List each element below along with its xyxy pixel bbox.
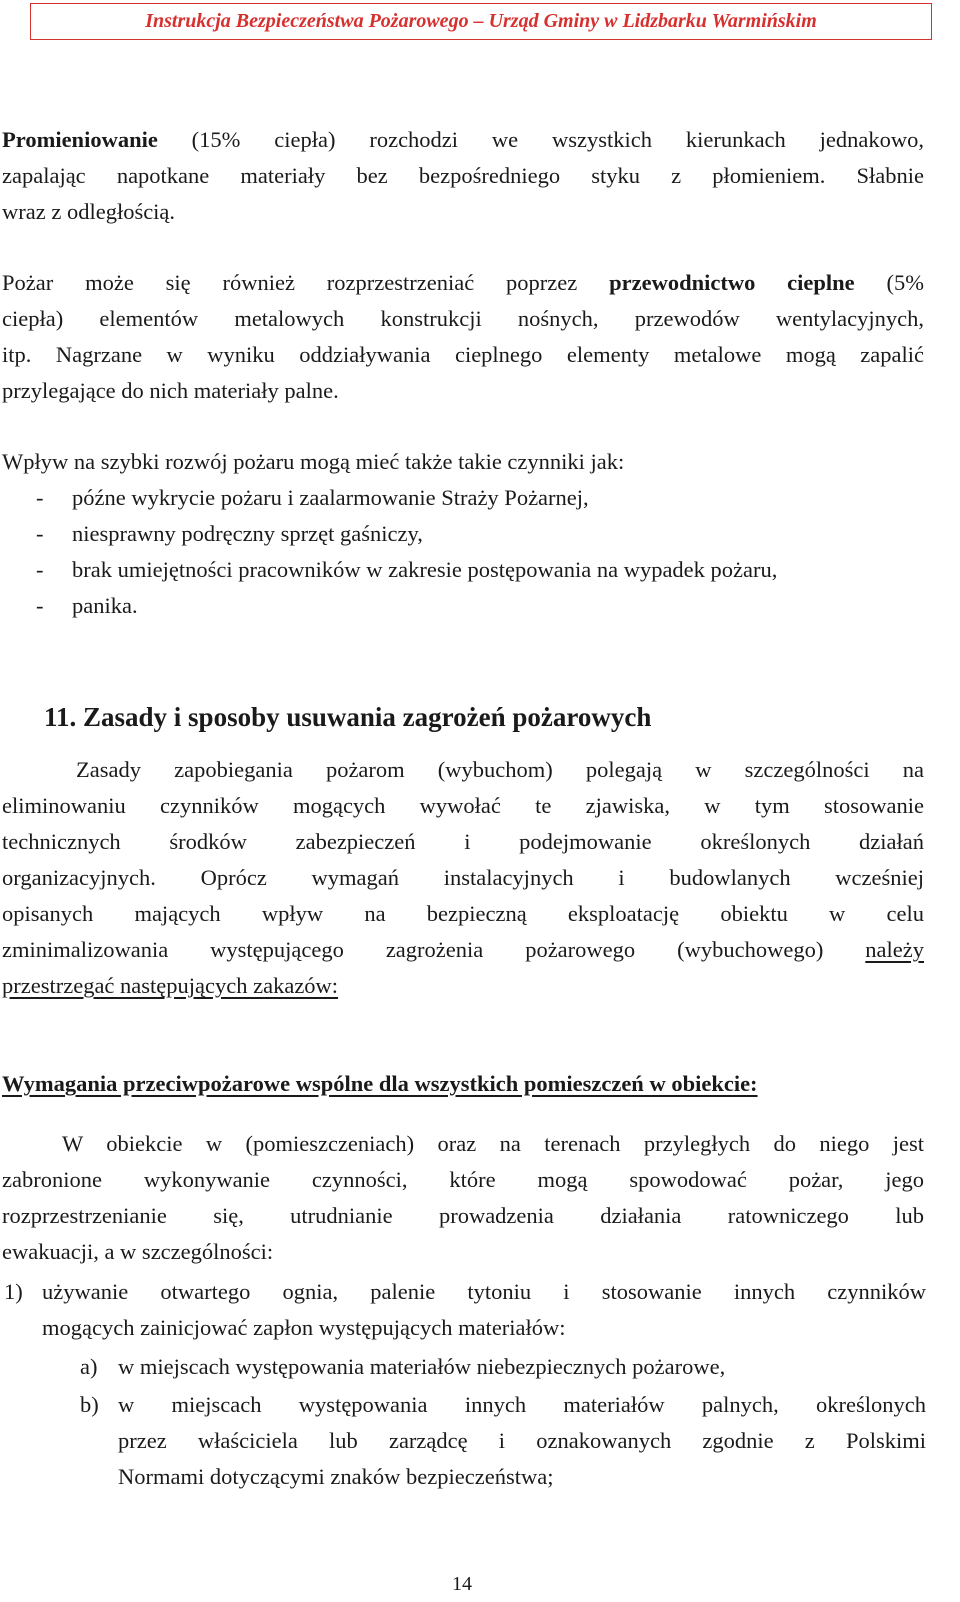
paragraph-line: przylegające do nich materiały palne. — [2, 378, 339, 403]
lettered-item-continuation — [2, 1459, 924, 1495]
list-item-text: niesprawny podręczny sprzęt gaśniczy, — [72, 521, 423, 546]
paragraph-line — [2, 968, 924, 1004]
section-number: 11. — [44, 702, 77, 732]
page-number: 14 — [452, 1573, 472, 1595]
list-item — [2, 552, 924, 588]
paragraph-line: technicznych środków zabezpieczeń i podejmowanie określonych działań — [2, 829, 924, 854]
list-item-text: panika. — [72, 593, 138, 618]
lettered-item — [2, 1387, 924, 1423]
list-bullet: - — [36, 557, 44, 582]
text-span: Pożar może się również rozprzestrzeniać poprzez — [2, 270, 610, 295]
list-item-text: Normami dotyczącymi znaków bezpieczeństwa; — [118, 1464, 554, 1489]
list-item-text: mogących zainicjować zapłon występujących materiałów: — [42, 1315, 566, 1340]
paragraph-line: W obiekcie w (pomieszczeniach) oraz na terenach przyległych do niego jest — [62, 1131, 924, 1156]
list-number: 1) — [4, 1279, 23, 1304]
list-item-text: w miejscach występowania innych materiałów palnych, określonych — [118, 1392, 926, 1417]
paragraph-line: Wpływ na szybki rozwój pożaru mogą mieć także takie czynniki jak: — [2, 449, 625, 474]
text-span: zminimalizowania występującego zagrożenia pożarowego (wybuchowego) — [2, 937, 866, 962]
subheading-text: Wymagania przeciwpożarowe wspólne dla wszystkich pomieszczeń w obiekcie: — [2, 1071, 758, 1096]
list-item-text: w miejscach występowania materiałów niebezpiecznych pożarowe, — [118, 1354, 726, 1379]
paragraph-line: ciepła) elementów metalowych konstrukcji nośnych, przewodów wentylacyjnych, — [2, 306, 924, 331]
paragraph-line — [2, 265, 924, 301]
list-item — [2, 516, 924, 552]
list-item-text: brak umiejętności pracowników w zakresie postępowania na wypadek pożaru, — [72, 557, 778, 582]
list-letter: b) — [80, 1392, 99, 1417]
numbered-item — [2, 1274, 924, 1310]
paragraph-line: organizacyjnych. Oprócz wymagań instalacyjnych i budowlanych wcześniej — [2, 865, 924, 890]
bold-term: przewodnictwo cieplne — [609, 270, 855, 295]
numbered-item-continuation — [2, 1310, 924, 1346]
list-item — [2, 480, 924, 516]
lettered-item-continuation — [2, 1423, 924, 1459]
section-heading — [44, 697, 651, 737]
text-span: (15% ciepła) rozchodzi we wszystkich kierunkach jednakowo, — [157, 127, 924, 152]
paragraph-line: eliminowaniu czynników mogących wywołać te zjawiska, w tym stosowanie — [2, 793, 924, 818]
list-bullet: - — [36, 521, 44, 546]
list-letter: a) — [80, 1354, 98, 1379]
list-item-text: późne wykrycie pożaru i zaalarmowanie Straży Pożarnej, — [72, 485, 589, 510]
subheading — [2, 1066, 924, 1102]
page-header — [30, 3, 932, 40]
text-span: (5% — [854, 270, 925, 295]
lettered-item — [2, 1349, 924, 1385]
section-title: Zasady i sposoby usuwania zagrożeń pożarowych — [83, 702, 652, 732]
list-item-text: używanie otwartego ognia, palenie tytoniu i stosowanie innych czynników — [42, 1279, 926, 1304]
paragraph-line: itp. Nagrzane w wyniku oddziaływania cieplnego elementy metalowe mogą zapalić — [2, 342, 924, 367]
bold-term: Promieniowanie — [2, 127, 158, 152]
underlined-text: przestrzegać następujących zakazów: — [2, 973, 339, 998]
paragraph-line: Zasady zapobiegania pożarom (wybuchom) polegają w szczególności na — [76, 757, 924, 782]
paragraph-line — [2, 932, 924, 968]
list-bullet: - — [36, 485, 44, 510]
paragraph-line — [2, 122, 924, 158]
header-title: Instrukcja Bezpieczeństwa Pożarowego – Urząd Gminy w Lidzbarku Warmińskim — [145, 10, 817, 32]
paragraph-line: ewakuacji, a w szczególności: — [2, 1239, 274, 1264]
paragraph-line: zapalając napotkane materiały bez bezpośredniego styku z płomieniem. Słabnie — [2, 163, 924, 188]
paragraph-line: opisanych mających wpływ na bezpieczną eksploatację obiektu w celu — [2, 901, 924, 926]
underlined-text: należy — [865, 937, 924, 962]
paragraph-line: wraz z odległością. — [2, 199, 176, 224]
list-bullet: - — [36, 593, 44, 618]
list-item-text: przez właściciela lub zarządcę i oznakowanych zgodnie z Polskimi — [118, 1428, 926, 1453]
list-item — [2, 588, 924, 624]
paragraph-line: zabronione wykonywanie czynności, które mogą spowodować pożar, jego — [2, 1167, 924, 1192]
paragraph-line: rozprzestrzenianie się, utrudnianie prowadzenia działania ratowniczego lub — [2, 1203, 924, 1228]
